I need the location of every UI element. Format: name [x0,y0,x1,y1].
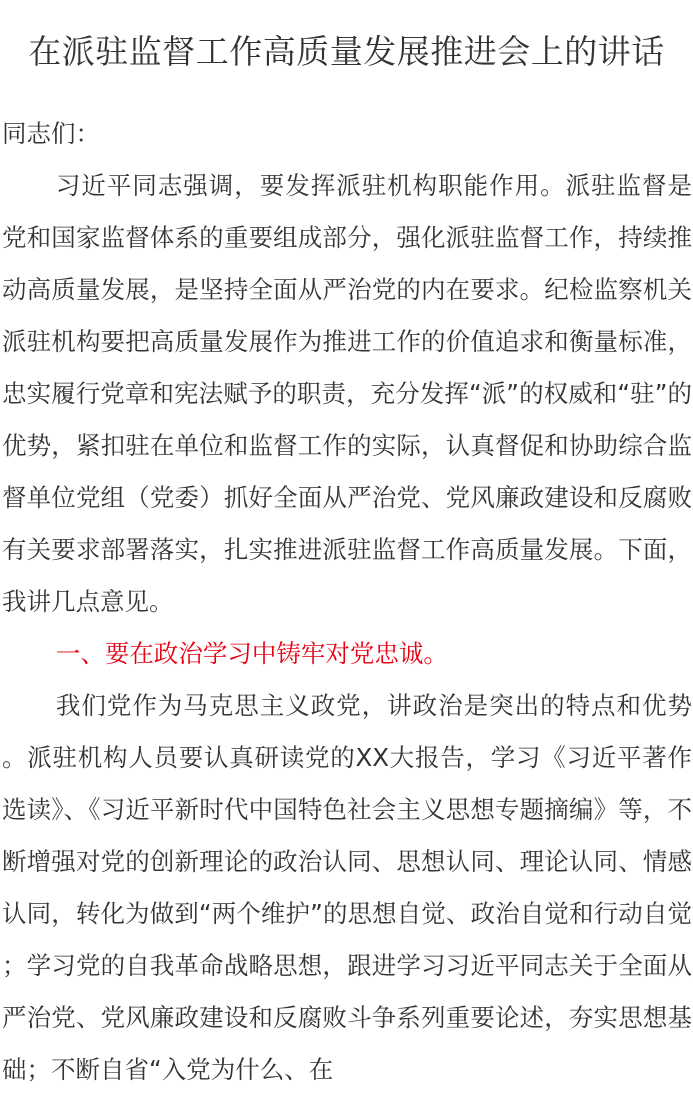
page-title: 在派驻监督工作高质量发展推进会上的讲话 [28,32,665,71]
article-body [2,108,692,1096]
body-paragraph-2: 我们党作为马克思主义政党，讲政治是突出的特点和优势。派驻机构人员要认真研读党的XX大报告，学习《习近平著作选读》、《习近平新时代中国特色社会主义思想专题摘编》等，不断增强对党的创新理论的政治认同、思想认同、理论认同、情感认同，转化为做到“两个维护”的思想自觉、政治自觉和行动自觉；学习党的自我革命战略思想，跟进学习习近平同志关于全面从严治党、党风廉政建设和反腐败斗争系列重要论述，夯实思想基础；不断自省“入党为什么、在 [2,691,692,1084]
salutation: 同志们： [2,119,100,148]
section-heading-1: 一、要在政治学习中铸牢对党忠诚。 [55,639,448,668]
body-paragraph-1: 习近平同志强调，要发挥派驻机构职能作用。派驻监督是党和国家监督体系的重要组成部分，强化派驻监督工作，持续推动高质量发展，是坚持全面从严治党的内在要求。纪检监察机关派驻机构要把高质量发展作为推进工作的价值追求和衡量标准，忠实履行党章和宪法赋予的职责，充分发挥“派”的权威和“驻”的优势，紧扣驻在单位和监督工作的实际，认真督促和协助综合监督单位党组（党委）抓好全面从严治党、党风廉政建设和反腐败有关要求部署落实，扎实推进派驻监督工作高质量发展。下面，我讲几点意见。 [2,171,692,616]
